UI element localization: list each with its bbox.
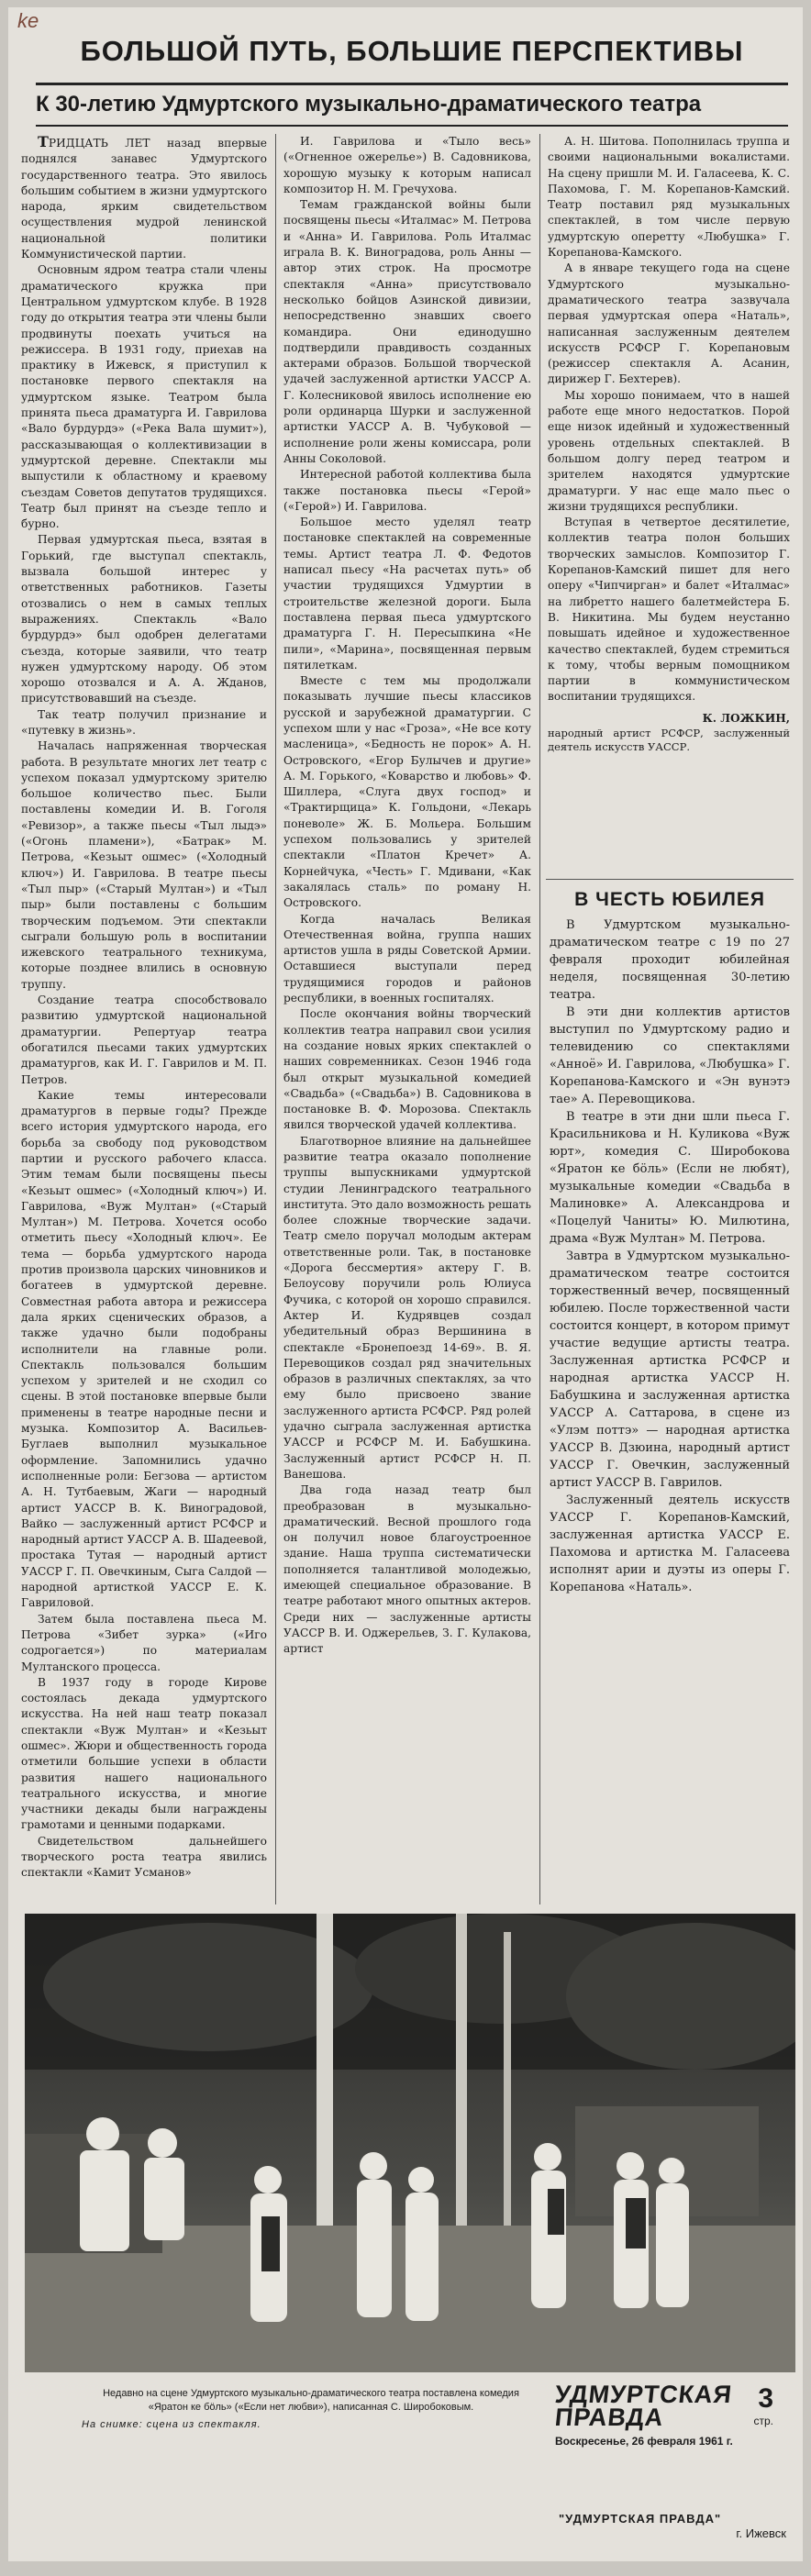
article-paragraph: Темам гражданской войны были посвящены пьесы «Италмас» М. Петрова и «Анна» И. Гаврилова. Роль Италмас играла В. К. Виноградова, роль Анны — автор этих строк. На просмотре спектакля «Анна» присутствовало несколько бойцов Азинской дивизии, непосредственно знавших своего командира. Они единодушно подтвердили правдивость созданных актерами образов. Большой творческой удачей заслуженной артистки УАССР А. Г. Колесниковой явилось исполнение ею роли ординарца Шурки и заслуженной артистки УАССР А. В. Чубуковой — исполнение роли жены комиссара, роли Анны Соколовой.	[283, 198, 531, 465]
masthead-name-line1: УДМУРТСКАЯ	[553, 2381, 734, 2408]
stamp-line-2: г. Ижевск	[736, 2526, 786, 2540]
article-paragraph: Когда началась Великая Отечественная война, группа наших артистов ушла в ряды Советской Армии. Оставшиеся выступали перед трудящимися городов и районов республики, в военных госпиталях.	[283, 912, 531, 1005]
article-paragraph: В 1937 году в городе Кирове состоялась декада удмуртского искусства. На ней наш театр показал спектакли «Вуж Мултан» и «Кезьыт ошмес». Жюри и общественность города отметили большие успехи в области развития нашего национального театрального искусства, и многие участники декады были награждены грамотами и ценными подарками.	[21, 1675, 267, 1832]
article-paragraph: Затем была поставлена пьеса М. Петрова «Зибет зурка» («Иго содрогается») по материалам Мултанского процесса.	[21, 1612, 267, 1673]
article-paragraph: После окончания войны творческий коллектив театра направил свои усилия на создание новых ярких спектаклей о наших современниках. Сезон 1946 года был открыт музыкальной комедией «Свадьба» («Свадьба») В. Садовникова в постановке В. Ф. Морозова. Спектакль явился творческой удачей коллектива.	[283, 1007, 531, 1132]
article-paragraph: Интересной работой коллектива была также постановка пьесы «Герой» («Герой») И. Гаврилова.	[283, 468, 531, 513]
article-paragraph: Началась напряженная творческая работа. В результате многих лет театр с успехом показал удмуртскому зрителю большое количество пьес. Были поставлены комедии И. В. Гоголя «Ревизор», а также пьесы «Тыл лыдэ» («Огонь пламени»), «Батрак» М. Петрова, «Кезьыт ошмес» («Холодный ключ») И. Гаврилова. В театре пьесы «Тыл пыр» («Старый Мултан») и «Тыл пыр» были поставлены с большим творческим подъемом. Эти спектакли сыграли большую роль в воспитании ижевского театрального техникума, которые позднее влились в основную труппу.	[21, 739, 267, 991]
newspaper-masthead	[555, 2383, 773, 2448]
jubilee-paragraph: Заслуженный деятель искусств УАССР Г. Корепанов-Камский, заслуженная артистка УАССР Е. Пахомова и артистка М. Галасеева исполнят арии и дуэты из оперы Г. Корепанова «Наталь».	[550, 1493, 790, 1595]
article-column-3	[548, 134, 790, 868]
article-paragraph: Так театр получил признание и «путевку в жизнь».	[21, 707, 267, 737]
article-paragraph: Свидетельством дальнейшего творческого роста театра явились спектакли «Камит Усманов»	[21, 1834, 267, 1880]
page-label: стр.	[753, 2415, 773, 2427]
article-paragraph: Вместе с тем мы продолжали показывать лучшие пьесы классиков русской и зарубежной драматургии. С успехом шли у нас «Гроза», «Не все коту масленица», «Бедность не порок» А. Н. Островского, «Егор Булычев и другие» А. М. Горького, «Коварство и любовь» Ф. Шиллера, «Слуга двух господ» и «Трактирщица» К. Гольдони, «Лекарь поневоле» Ж. Б. Мольера. Большим успехом пользовались у зрителей спектакли «Платон Кречет» А. Корнейчука, «Честь» Г. Мдивани, «Как закалялась сталь» по роману Н. Островского.	[283, 674, 531, 910]
section-divider	[546, 879, 794, 880]
photo-caption-note: На снимке: сцена из спектакля.	[82, 2419, 261, 2430]
issue-date: Воскресенье, 26 февраля 1961 г.	[555, 2435, 733, 2448]
article-headline: БОЛЬШОЙ ПУТЬ, БОЛЬШИЕ ПЕРСПЕКТИВЫ	[80, 35, 744, 67]
article-column-2	[283, 134, 531, 1906]
article-paragraph: ТРИДЦАТЬ ЛЕТ назад впервые поднялся занавес Удмуртского государственного театра. Это явилось большим событием в жизни удмуртского народа, ярким свидетельством осуществления мудрой ленинской национальной политики Коммунистической партии.	[21, 134, 267, 261]
article-paragraph: Создание театра способствовало развитию удмуртской национальной драматургии. Репертуар театра обогатился пьесами таких удмуртских драматургов, как И. Г. Гаврилов и М. П. Петров.	[21, 994, 267, 1086]
jubilee-section	[550, 890, 790, 1904]
article-paragraph: И. Гаврилова и «Тыло весь» («Огненное ожерелье») В. Садовникова, хорошую музыку к которым написал композитор Н. М. Гречухова.	[283, 135, 531, 195]
article-paragraph: Вступая в четвертое десятилетие, коллектив театра полон больших творческих замыслов. Композитор Г. Корепанов-Камский пишет для него оперу «Чипчирган» и балет «Италмас» на либретто нашего балетмейстера Б. В. Никитина. Мы будем неустанно повышать идейное и художественное качество спектаклей, будем стремиться к тому, чтобы верным помощником партии в коммунистическом воспитании трудящихся.	[548, 516, 790, 704]
article-paragraph: Благотворное влияние на дальнейшее развитие театра оказало пополнение труппы выпускниками удмуртской студии Ленинградского театрального института. Это дало возможность решать более сложные творческие задачи. Театр смело поручал молодым актерам ответственные роли. Так, в постановке «Дорога бессмертия» актеру Г. В. Белоусову поручили роль Юлиуса Фучика, с которой он хорошо справился. Актер И. Кудрявцев создал убедительный образ Вершинина в спектакле «Бронепоезд 14-69». В. Я. Перевощиков создал ряд значительных образов в различных спектаклях, за что ему было присвоено звание заслуженного артиста РСФСР. Ряд ролей удачно сыграла заслуженная артистка УАССР и РСФСР М. И. Бабушкина. Заслуженный артист РСФСР Н. П. Ванешова.	[283, 1134, 531, 1481]
article-subtitle: К 30-летию Удмуртского музыкально-драматического театра	[36, 92, 702, 117]
article-paragraph: К. ЛОЖКИН,	[702, 711, 790, 725]
jubilee-title: В ЧЕСТЬ ЮБИЛЕЯ	[574, 890, 765, 910]
article-paragraph: А. Н. Шитова. Пополнилась труппа и своими национальными вокалистами. На сцену пришли М. И. Галасеева, К. С. Пахомова, Г. М. Корепанов-Камский. Театр поставил ряд музыкальных спектаклей, в том числе первую удмуртскую оперетту «Любушка» Г. Корепанова-Камского.	[548, 135, 790, 260]
article-paragraph: Два года назад театр был преобразован в музыкально-драматический. Весной прошлого года он получил новое благоустроенное здание. Наша труппа систематически пополняется талантливой молодежью, имеющей специальное образование. В театре работают много опытных актеров. Среди них — заслуженные артисты УАССР В. И. Оджерельев, З. Г. Кулакова, артист	[283, 1483, 531, 1656]
photo-caption-text: Недавно на сцене Удмуртского музыкально-драматического театра поставлена комедия «Яратон ке бöль» («Если нет любви»), написанная С. Широбоковым.	[103, 2388, 519, 2413]
archive-stamp	[559, 2512, 797, 2541]
article-paragraph: А в январе текущего года на сцене Удмуртского музыкально-драматического театра зазвучала первая удмуртская опера «Наталь», написанная заслуженным деятелем искусств РСФСР Г. Корепановым (режиссер спектакля А. Асанин, дирижер Г. Бехтерев).	[548, 261, 790, 386]
article-column-1	[21, 134, 267, 1906]
article-paragraph: Какие темы интересовали драматургов в первые годы? Прежде всего история удмуртского народа, его борьба за свободу под руководством партии и русского рабочего класса. Этим темам были посвящены пьесы «Кезьыт ошмес» («Холодный ключ») И. Гаврилова, «Вуж Мултан» («Старый Мултан») М. Петрова. Хочется особо отметить пьесу «Холодный ключ». Ее тема — борьба удмуртского народа против произвола царских чиновников и богатеев в удмуртской деревне. Совместная работа автора и режиссера дала ярких сценических образов, а также удачно были подобраны исполнители на главные роли. Спектакль пользовался большим успехом у зрителей и не сходил со сцены. В этой постановке впервые были применены в театре народные песни и музыка. Композитор А. Васильев-Буглаев выполнил музыкальное оформление. Запомнились удачно исполненные роли: Бегзова — артистом А. Н. Тутбаевым, Жаги — народный артист УАССР В. К. Виноградовой, Вайко — заслуженный артист РСФСР и народный артист УАССР А. В. Шадеевой, простака Тутая — народный артист УАССР Г. П. Овечкиным, Сыга Салдой — народной артисткой УАССР Е. К. Гавриловой.	[21, 1088, 267, 1610]
scene-photo-illustration	[25, 1914, 795, 2372]
article-paragraph: Первая удмуртская пьеса, взятая в Горький, где выступал спектакль, вызвала большой интерес у ответственных работников. Газеты отозвались о нем в самых теплых выражениях. Спектакль «Вало бурдурдэ» был одобрен делегатами съезда, которые заявили, что театр нужен удмуртскому народу. Об этом хорошо отозвался и А. А. Жданов, присутствовавший на съезде.	[21, 533, 267, 705]
photo-caption	[82, 2387, 540, 2432]
jubilee-paragraph: В Удмуртском музыкально-драматическом театре с 19 по 27 февраля проходит юбилейная неделя, посвященная 30-летию театра.	[550, 918, 790, 1003]
headline-rule	[36, 83, 788, 85]
newspaper-page	[8, 7, 803, 2561]
handwritten-corner-mark: ke	[17, 9, 39, 32]
article-paragraph: Основным ядром театра стали члены драматического кружка при Центральном удмуртском клубе. В 1928 году до открытия театра эти члены были продвинуты поехать учиться на режиссера. В 1931 году, приехав на практику в Ижевск, я приступил к постановке первого спектакля на удмуртском языке. Театром была принята пьеса драматурга И. Гаврилова «Вало бурдурдэ» («Река Вала шумит»), рассказывающая о коллективизации в удмуртской деревне. Спектакли мы выпустили к областному и краевому съездам Советов депутатов трудящихся. Театр был принят на съезде тепло и бурно.	[21, 263, 267, 531]
column-divider	[275, 134, 276, 1904]
page-number: 3	[758, 2383, 773, 2414]
stamp-line-1: "УДМУРТСКАЯ ПРАВДА"	[559, 2512, 722, 2526]
jubilee-paragraph: Завтра в Удмуртском музыкально-драматическом театре состоится торжественный вечер, посвященный юбилею. После торжественной части состоится концерт, в котором примут участие ведущие артисты театра. Заслуженная артистка РСФСР и народная артистка УАССР Н. Бабушкина и заслуженная артистка УАССР А. Саттарова, в сцене из «Улэм поттэ» — народная артистка УАССР В. Дзюина, народный артист УАССР Г. Овечкин, заслуженный артист УАССР В. Гаврилов.	[550, 1249, 790, 1491]
scene-photo	[25, 1914, 795, 2372]
article-paragraph: народный артист РСФСР, заслуженный деятель искусств УАССР.	[548, 726, 790, 753]
subtitle-rule	[36, 125, 788, 127]
article-paragraph: Большое место уделял театр постановке спектаклей на современные темы. Артист театра Л. Ф. Федотов написал пьесу «На расчетах путь» об участии трудящихся Удмуртии в строительстве железной дороги. Была поставлена первая пьеса удмуртского драматурга Г. Н. Пересыпкина «Не пили», «Марина», посвященная первым пятилеткам.	[283, 516, 531, 672]
column-divider	[539, 134, 540, 1904]
article-paragraph: Мы хорошо понимаем, что в нашей работе еще много недостатков. Порой еще низок идейный и художественный уровень отдельных спектаклей. В большом долгу перед театром и зрителем находятся удмуртские драматурги. У нас еще мало пьес о жизни трудящихся республики.	[548, 388, 790, 513]
jubilee-paragraph: В театре в эти дни шли пьеса Г. Красильникова и Н. Куликова «Вуж юрт», комедия С. Широбокова «Яратон ке бöль» (Если не любят), музыкальные комедии «Свадьба в Малиновке» А. Александрова и «Поцелуй Чаниты» Ю. Милютина, драма «Вуж Мултан» М. Петрова.	[550, 1110, 790, 1247]
jubilee-paragraph: В эти дни коллектив артистов выступил по Удмуртскому радио и телевидению со спектаклями «Анноё» И. Гаврилова, «Любушка» Г. Корепанова-Камского и «Эн вунэтэ тае» А. Перевощикова.	[550, 1005, 790, 1107]
masthead-name-line2: ПРАВДА	[553, 2404, 666, 2431]
